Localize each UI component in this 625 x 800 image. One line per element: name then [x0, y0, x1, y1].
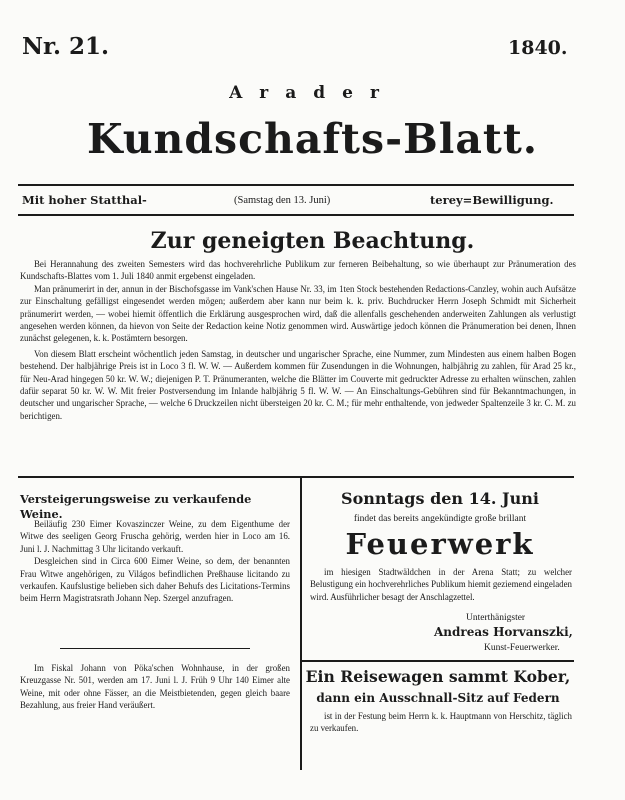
column-divider — [300, 478, 302, 770]
permission-left: Mit hoher Statthal- — [22, 193, 147, 207]
right-column-rule — [302, 660, 574, 662]
carriage-text: ist in der Festung beim Herrn k. k. Hauptmann von Herschitz, täglich zu verkaufen. — [310, 711, 572, 734]
fireworks-sign-role: Kunst-Feuerwerker. — [484, 643, 560, 653]
auction-body — [20, 518, 290, 605]
fireworks-body — [310, 566, 572, 603]
masthead-rule-top — [18, 184, 574, 186]
notice-paragraph: Von diesem Blatt erscheint wöchentlich jeden Samstag, in deutscher und ungarischer Sprache, eine Nummer, zum Mindesten aus einem halben Bogen bestehend. Der halbjährige Preis ist in Loco 3 fl. W. W. — Außerdem kommen für Zusendungen in die Wohnungen, halbjährig zu zahlen, für Arad 25 kr., für Neu-Arad hingegen 50 kr. W. W.; diejenigen P. T. Pränumeranten, welche die Blätter im Couverte mit gedruckter Adresse zu erhalten wünschen, zahlen dafür separat 50 kr. W. W. Mit freier Postversendung im Inlande halbjährig 5 fl. W. W. — An Einschaltungs-Gebühren sind für Bekanntmachungen, in deutscher und ungarischer Sprache, — welche 6 Druckzeilen nicht übersteigen 20 kr. C. M.; für mehr enthaltende, von jedweder Spaltenzeile 3 kr. C. M. zu berichtigen. — [20, 348, 576, 421]
notice-paragraph: Bei Herannahung des zweiten Semesters wird das hochverehrliche Publikum zur ferneren Beibehaltung, so wie überhaupt zur Pränumeration des Kundschafts-Blattes vom 1. Juli 1840 anmit ergebenst eingeladen. — [20, 259, 576, 282]
fireworks-sign-label: Unterthänigster — [466, 613, 526, 623]
masthead-subtitle: Arader — [229, 83, 396, 103]
masthead-rule-bottom — [18, 214, 574, 216]
carriage-heading: Ein Reisewagen sammt Kober, — [305, 667, 571, 686]
notice-paragraph: Man pränumerirt in der, annun in der Bischofsgasse im Vank'schen Hause Nr. 33, im 1ten Stock bestehenden Redactions-Canzley, wohin auch Aufsätze zur Einschaltung gefälligst eingesendet werden mögen; außerdem aber kann nur beim k. k. priv. Buchdrucker Herrn Joseph Schmidt mit Sicherheit pränumerirt werden, — wobei hiemit öffentlich die Erklärung ausgesprochen wird, daß die allenfalls geschehenden anderweiten Zahlungen als verlustigt angesehen werden können, da hievon von Seite der Redaction keine Notiz genommen wird. Auswärtige jedoch können die Pränumeration bei denen, Ihnen zunächst gelegenen, k. k. Postämtern besorgen. — [20, 283, 576, 344]
fireworks-subline: findet das bereits angekündigte große brillant — [353, 514, 527, 524]
notice-body — [20, 258, 576, 422]
permission-right: terey=Bewilligung. — [430, 193, 554, 207]
fireworks-date: Sonntags den 14. Juni — [341, 489, 539, 508]
auction-separator — [60, 648, 250, 649]
fireworks-sign-name: Andreas Horvanszki, — [434, 625, 573, 639]
carriage-body — [310, 710, 572, 735]
auction-paragraph: Desgleichen sind in Circa 600 Eimer Weine, so dem, der benannten Frau Witwe angehörigen, zu Világos befindlichen Preßhause licitando zu verkaufen. Kaufslustige belieben sich daher Behufs des Licitations-Termins beim Herrn Magistratsrath Johann Nep. Szergel anzufragen. — [20, 556, 290, 604]
issue-number: Nr. 21. — [22, 33, 110, 60]
auction-heading: Versteigerungsweise zu verkaufende Weine. — [20, 492, 252, 521]
auction-second-paragraph: Im Fiskal Johann von Pöka'schen Wohnhause, in der großen Kreuzgasse Nr. 501, werden am 17. Juni l. J. Früh 9 Uhr 140 Eimer alte Weine, mit oder ohne Fässer, an die Meistbietenden, gegen gleich baare Bezahlung, aus freier Hand veräußert. — [20, 663, 290, 711]
notice-heading: Zur geneigten Beachtung. — [150, 228, 475, 254]
issue-date: (Samstag den 13. Juni) — [234, 195, 331, 206]
masthead-title: Kundschafts-Blatt. — [86, 115, 539, 163]
fireworks-title: Feuerwerk — [345, 527, 535, 561]
section-rule — [18, 476, 574, 478]
fireworks-text: im hiesigen Stadtwäldchen in der Arena Statt; zu welcher Belustigung ein hochverehrliches Publikum hiemit geziemend eingeladen wird. Ausführlicher besagt der Anschlagzettel. — [310, 567, 572, 602]
auction-second — [20, 662, 290, 712]
carriage-subheading: dann ein Ausschnall-Sitz auf Federn — [316, 691, 560, 705]
issue-year: 1840. — [508, 37, 568, 59]
auction-paragraph: Beiläufig 230 Eimer Kovaszinczer Weine, zu dem Eigenthume der Witwe des seeligen Georg Fruscha gehörig, werden hier in Loco am 16. Juni l. J. Nachmittag 3 Uhr licitando verkauft. — [20, 519, 290, 554]
